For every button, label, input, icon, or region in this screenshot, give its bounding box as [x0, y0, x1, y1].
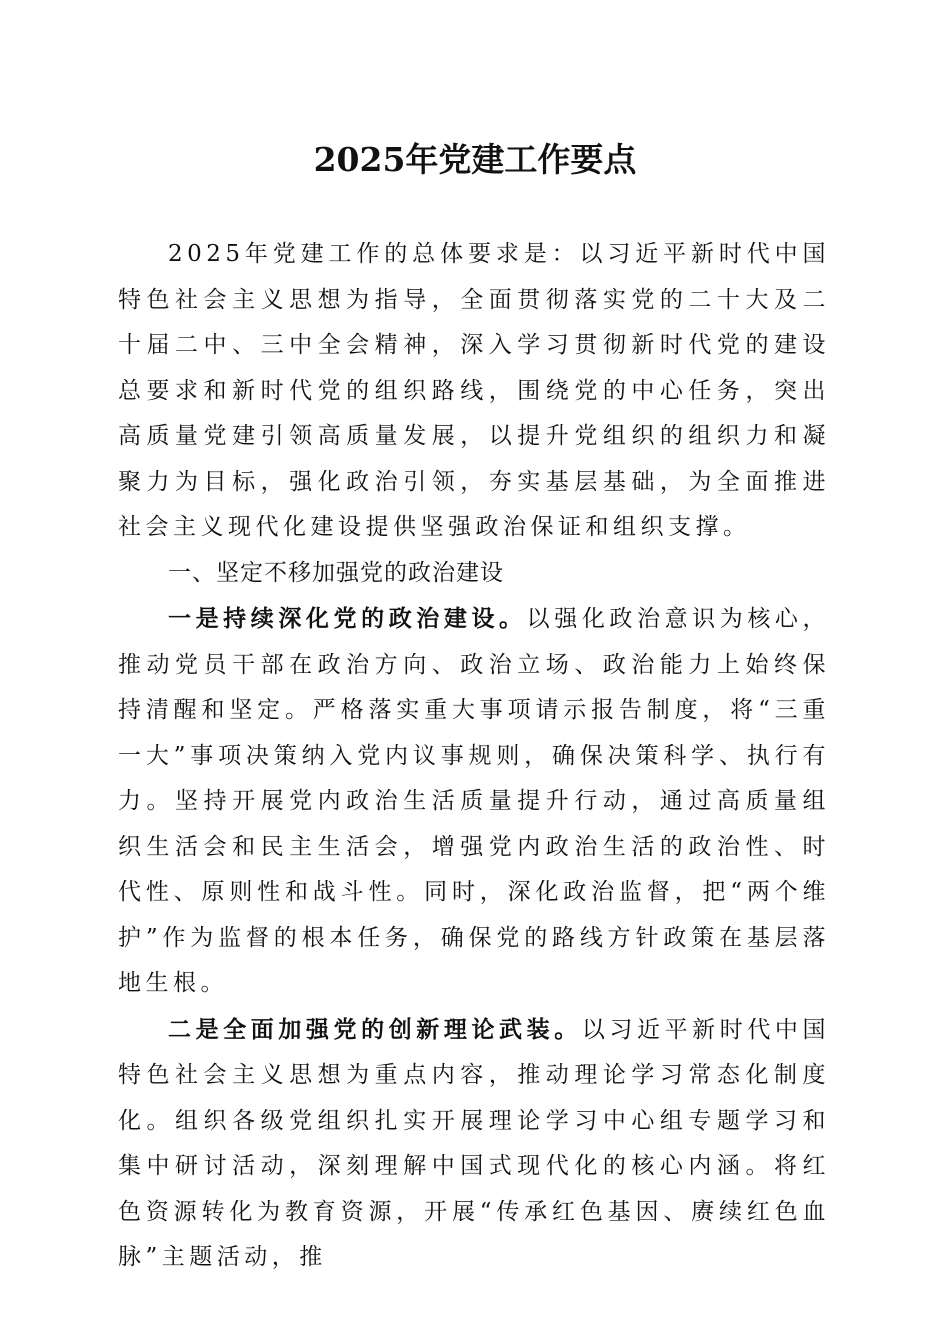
document-body — [118, 232, 830, 1281]
item-2-text: 以习近平新时代中国特色社会主义思想为重点内容，推动理论学习常态化制度化。组织各级党组织扎实开展理论学习中心组专题学习和集中研讨活动，深刻理解中国式现代化的核心内涵。将红色资源转化为教育资源，开展“传承红色基因、赓续红色血脉”主题活动，推 — [118, 1016, 831, 1270]
intro-paragraph: 2025年党建工作的总体要求是：以习近平新时代中国特色社会主义思想为指导，全面贯彻落实党的二十大及二十届二中、三中全会精神，深入学习贯彻新时代党的建设总要求和新时代党的组织路线，围绕党的中心任务，突出高质量党建引领高质量发展，以提升党组织的组织力和凝聚力为目标，强化政治引领，夯实基层基础，为全面推进社会主义现代化建设提供坚强政治保证和组织支撑。 — [118, 241, 830, 540]
paragraph-item-1 — [118, 596, 830, 1007]
section-heading: 一、坚定不移加强党的政治建设 — [168, 559, 504, 586]
item-1-lead: 一是持续深化党的政治建设。 — [168, 605, 527, 632]
paragraph-item-2 — [118, 1007, 830, 1281]
item-1-text: 以强化政治意识为核心，推动党员干部在政治方向、政治立场、政治能力上始终保持清醒和坚定。严格落实重大事项请示报告制度，将“三重一大”事项决策纳入党内议事规则，确保决策科学、执行有力。坚持开展党内政治生活质量提升行动，通过高质量组织生活会和民主生活会，增强党内政治生活的政治性、时代性、原则性和战斗性。同时，深化政治监督，把“两个维护”作为监督的根本任务，确保党的路线方针政策在基层落地生根。 — [118, 606, 831, 996]
document-title: 2025年党建工作要点 — [313, 140, 637, 179]
item-2-lead: 二是全面加强党的创新理论武装。 — [168, 1015, 582, 1043]
